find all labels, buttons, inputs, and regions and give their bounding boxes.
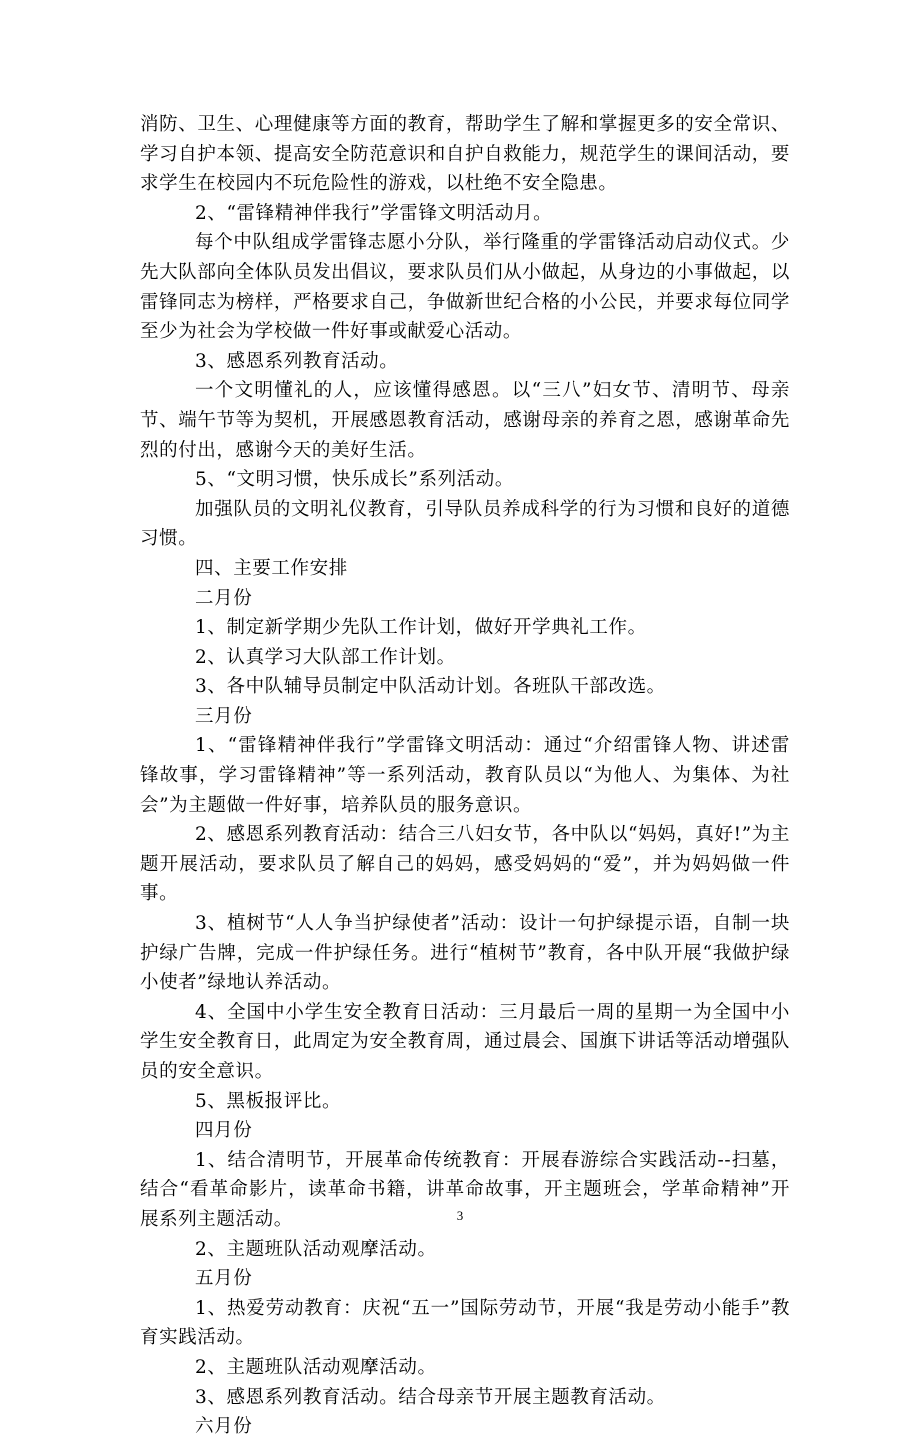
paragraph: 5、“文明习惯，快乐成长”系列活动。 — [195, 469, 514, 491]
month-heading: 四月份 — [195, 1120, 253, 1142]
list-item: 1、制定新学期少先队工作计划，做好开学典礼工作。 — [195, 617, 647, 639]
list-item: 2、主题班队活动观摩活动。 — [195, 1238, 437, 1260]
list-item: 3、植树节“人人争当护绿使者”活动：设计一句护绿提示语，自制一块护绿广告牌，完成一件护绿任务。进行“植树节”教育，各中队开展“我做护绿小使者”绿地认养活动。 — [140, 913, 790, 994]
paragraph: 每个中队组成学雷锋志愿小分队，举行隆重的学雷锋活动启动仪式。少先大队部向全体队员发出倡议，要求队员们从小做起，从身边的小事做起，以雷锋同志为榜样，严格要求自己，争做新世纪合格的小公民，并要求每位同学至少为社会为学校做一件好事或献爱心活动。 — [140, 232, 790, 343]
paragraph: 消防、卫生、心理健康等方面的教育，帮助学生了解和掌握更多的安全常识、学习自护本领、提高安全防范意识和自护自救能力，规范学生的课间活动，要求学生在校园内不玩危险性的游戏，以杜绝不安全隐患。 — [140, 114, 790, 195]
list-item: 2、主题班队活动观摩活动。 — [195, 1356, 437, 1378]
section-heading: 四、主要工作安排 — [195, 557, 348, 579]
month-heading: 三月份 — [195, 705, 253, 727]
month-heading: 五月份 — [195, 1268, 253, 1290]
month-heading: 六月份 — [195, 1416, 253, 1438]
paragraph: 2、“雷锋精神伴我行”学雷锋文明活动月。 — [195, 202, 553, 224]
list-item: 2、认真学习大队部工作计划。 — [195, 646, 456, 668]
paragraph: 一个文明懂礼的人，应该懂得感恩。以“三八”妇女节、清明节、母亲节、端午节等为契机，开展感恩教育活动，感谢母亲的养育之恩，感谢革命先烈的付出，感谢今天的美好生活。 — [140, 380, 790, 461]
document-body — [140, 110, 790, 1442]
paragraph: 加强队员的文明礼仪教育，引导队员养成科学的行为习惯和良好的道德习惯。 — [140, 498, 790, 550]
list-item: 4、全国中小学生安全教育日活动：三月最后一周的星期一为全国中小学生安全教育日，此周定为安全教育周，通过晨会、国旗下讲话等活动增强队员的安全意识。 — [140, 1001, 790, 1082]
list-item: 1、结合清明节，开展革命传统教育：开展春游综合实践活动--扫墓，结合“看革命影片，读革命书籍，讲革命故事，开主题班会，学革命精神”开展系列主题活动。 — [140, 1149, 790, 1230]
paragraph: 3、感恩系列教育活动。 — [195, 350, 399, 372]
list-item: 1、热爱劳动教育：庆祝“五一”国际劳动节，开展“我是劳动小能手”教育实践活动。 — [140, 1297, 790, 1349]
list-item: 3、感恩系列教育活动。结合母亲节开展主题教育活动。 — [195, 1386, 666, 1408]
page-number: 3 — [456, 1208, 464, 1223]
list-item: 1、“雷锋精神伴我行”学雷锋文明活动：通过“介绍雷锋人物、讲述雷锋故事，学习雷锋精神”等一系列活动，教育队员以“为他人、为集体、为社会”为主题做一件好事，培养队员的服务意识。 — [140, 735, 790, 816]
list-item: 2、感恩系列教育活动：结合三八妇女节，各中队以“妈妈，真好!”为主题开展活动，要求队员了解自己的妈妈，感受妈妈的“爱”，并为妈妈做一件事。 — [140, 824, 790, 905]
list-item: 3、各中队辅导员制定中队活动计划。各班队干部改选。 — [195, 676, 666, 698]
list-item: 5、黑板报评比。 — [195, 1090, 342, 1112]
month-heading: 二月份 — [195, 587, 253, 609]
